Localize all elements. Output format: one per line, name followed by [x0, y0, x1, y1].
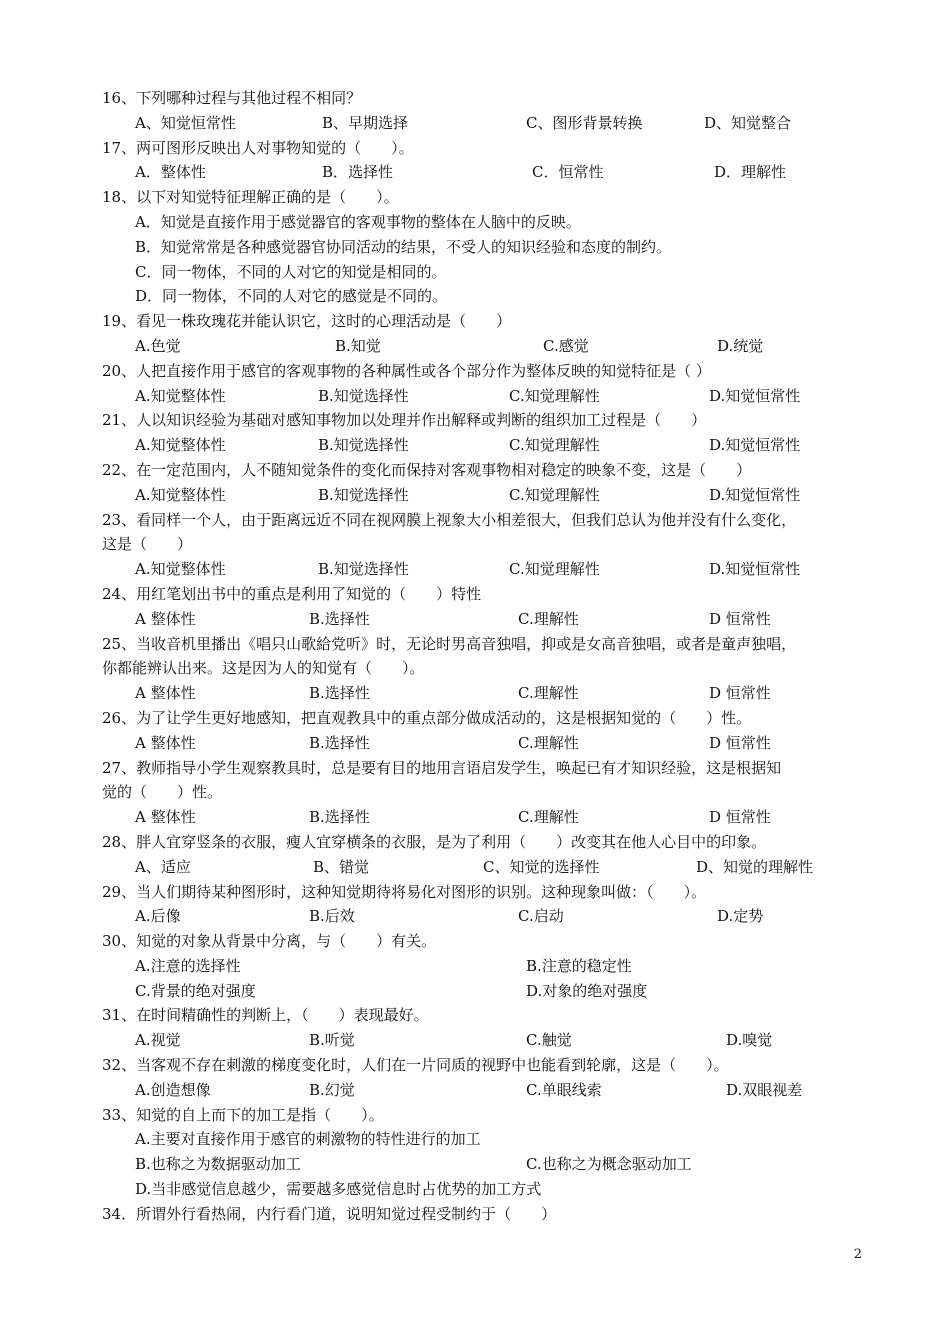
option-a[interactable]: A 整体性: [135, 808, 196, 827]
options-33-row2: [102, 1152, 872, 1177]
option-b[interactable]: B.选择性: [309, 808, 370, 827]
option-c[interactable]: C.知觉理解性: [509, 436, 600, 455]
question-31: 31、在时间精确性的判断上，（ ）表现最好。: [102, 1006, 429, 1025]
option-b[interactable]: B.知觉: [335, 336, 381, 355]
option-d[interactable]: D.双眼视差: [726, 1080, 803, 1099]
question-21: 21、人以知识经验为基础对感知事物加以处理并作出解释或判断的组织加工过程是（ ）: [102, 411, 707, 430]
question-27-continued: 觉的（ ）性。: [102, 783, 223, 802]
question-26: 26、为了让学生更好地感知，把直观教具中的重点部分做成活动的，这是根据知觉的（ ）性。: [102, 708, 752, 727]
question-30: 30、知觉的对象从背景中分离，与（ ）有关。: [102, 932, 437, 951]
option-b[interactable]: B.选择性: [309, 684, 370, 703]
option-a[interactable]: A.知觉整体性: [135, 485, 226, 504]
options-32: [102, 1078, 872, 1103]
question-17: 17、两可图形反映出人对事物知觉的（ ）。: [102, 138, 414, 157]
question-29: 29、当人们期待某种图形时，这种知觉期待将易化对图形的识别。这种现象叫做：（ ）。: [102, 882, 707, 901]
question-32: 32、当客观不存在刺激的梯度变化时，人们在一片同质的视野中也能看到轮廓，这是（ ）。: [102, 1056, 729, 1075]
question-19: 19、看见一株玫瑰花并能认识它，这时的心理活动是（ ）: [102, 312, 512, 331]
option-a[interactable]: A.注意的选择性: [135, 956, 241, 975]
option-b[interactable]: B．选择性: [322, 163, 394, 182]
option-a[interactable]: A．整体性: [135, 163, 206, 182]
question-18: 18、以下对知觉特征理解正确的是（ ）。: [102, 188, 399, 207]
question-25-continued: 你都能辨认出来。这是因为人的知觉有（ ）。: [102, 659, 425, 678]
option-c[interactable]: C.也称之为概念驱动加工: [526, 1155, 692, 1174]
option-a[interactable]: A.知觉整体性: [135, 386, 226, 405]
option-b[interactable]: B.注意的稳定性: [526, 956, 632, 975]
option-c[interactable]: C.理解性: [518, 609, 579, 628]
option-d[interactable]: D．同一物体，不同的人对它的感觉是不同的。: [135, 287, 448, 306]
option-c[interactable]: C.触觉: [526, 1031, 572, 1050]
option-c[interactable]: C.理解性: [518, 684, 579, 703]
option-d[interactable]: D.定势: [717, 907, 764, 926]
options-30-row2: [102, 979, 872, 1004]
option-c[interactable]: C.启动: [518, 907, 564, 926]
question-list: [102, 86, 872, 1227]
options-25: [102, 681, 872, 706]
option-b[interactable]: B.幻觉: [309, 1080, 355, 1099]
option-b[interactable]: B.后效: [309, 907, 355, 926]
option-b[interactable]: B.听觉: [309, 1031, 355, 1050]
option-a[interactable]: A 整体性: [135, 684, 196, 703]
option-b[interactable]: B.知觉选择性: [318, 436, 409, 455]
option-d[interactable]: D、知觉整合: [704, 113, 792, 132]
option-b[interactable]: B、早期选择: [322, 113, 409, 132]
options-19: [102, 334, 872, 359]
option-c[interactable]: C、知觉的选择性: [483, 857, 600, 876]
option-d[interactable]: D.统觉: [717, 336, 764, 355]
option-d[interactable]: D 恒常性: [709, 808, 771, 827]
options-31: [102, 1028, 872, 1053]
question-16: 16、下列哪种过程与其他过程不相同？: [102, 89, 362, 107]
option-a[interactable]: A、知觉恒常性: [135, 113, 236, 132]
options-22: [102, 483, 872, 508]
option-d[interactable]: D 恒常性: [709, 609, 771, 628]
option-d[interactable]: D.知觉恒常性: [709, 386, 801, 405]
question-28: 28、胖人宜穿竖条的衣服，瘦人宜穿横条的衣服，是为了利用（ ）改变其在他人心目中的印象。: [102, 832, 767, 851]
option-d[interactable]: D.知觉恒常性: [709, 560, 801, 579]
option-c[interactable]: C.理解性: [518, 808, 579, 827]
option-d[interactable]: D.知觉恒常性: [709, 485, 801, 504]
question-23-continued: 这是（ ）: [102, 535, 193, 554]
option-a[interactable]: A、适应: [135, 857, 191, 876]
option-b[interactable]: B.知觉选择性: [318, 560, 409, 579]
option-d[interactable]: D．理解性: [714, 163, 787, 182]
option-c[interactable]: C.知觉理解性: [509, 560, 600, 579]
option-d[interactable]: D.嗅觉: [726, 1031, 773, 1050]
option-c[interactable]: C．同一物体，不同的人对它的知觉是相同的。: [135, 262, 447, 281]
question-25: 25、当收音机里播出《唱只山歌給党听》时，无论时男高音独唱，抑或是女高音独唱，或者是童声独唱，: [102, 634, 797, 653]
options-20: [102, 384, 872, 409]
options-27: [102, 805, 872, 830]
question-27: 27、教师指导小学生观察教具时，总是要有目的地用言语启发学生，唤起已有才知识经验，这是根据知: [102, 758, 782, 777]
option-b[interactable]: B．知觉常常是各种感觉器官协同活动的结果，不受人的知识经验和态度的制约。: [135, 237, 672, 256]
question-22: 22、在一定范围内，人不随知觉条件的变化而保持对客观事物相对稳定的映象不变，这是（ ）: [102, 460, 752, 479]
options-26: [102, 731, 872, 756]
option-b[interactable]: B.知觉选择性: [318, 386, 409, 405]
option-a[interactable]: A.色觉: [135, 336, 181, 355]
option-a[interactable]: A 整体性: [135, 733, 196, 752]
options-16: [102, 111, 872, 136]
option-b[interactable]: B.也称之为数据驱动加工: [135, 1155, 301, 1174]
option-d[interactable]: D.知觉恒常性: [709, 436, 801, 455]
option-d[interactable]: D 恒常性: [709, 684, 771, 703]
option-c[interactable]: C.背景的绝对强度: [135, 981, 256, 1000]
option-b[interactable]: B.选择性: [309, 609, 370, 628]
option-a[interactable]: A.视觉: [135, 1031, 181, 1050]
option-a[interactable]: A.主要对直接作用于感官的刺激物的特性进行的加工: [135, 1130, 481, 1149]
option-a[interactable]: A.后像: [135, 907, 181, 926]
options-21: [102, 433, 872, 458]
options-17: [102, 160, 872, 185]
question-34: 34．所谓外行看热闹，内行看门道，说明知觉过程受制约于（ ）: [102, 1204, 557, 1223]
option-a[interactable]: A.知觉整体性: [135, 560, 226, 579]
options-30-row1: [102, 954, 872, 979]
option-c[interactable]: C.知觉理解性: [509, 386, 600, 405]
options-24: [102, 607, 872, 632]
option-c[interactable]: C、图形背景转换: [526, 113, 643, 132]
option-c[interactable]: C.单眼线索: [526, 1080, 602, 1099]
option-c[interactable]: C.感觉: [543, 336, 589, 355]
option-b[interactable]: B、错觉: [313, 857, 370, 876]
option-d[interactable]: D.对象的绝对强度: [526, 981, 648, 1000]
question-23: 23、看同样一个人，由于距离远近不同在视网膜上视象大小相差很大，但我们总认为他并没有什么变化，: [102, 510, 797, 529]
option-c[interactable]: C.知觉理解性: [509, 485, 600, 504]
options-29: [102, 904, 872, 929]
option-a[interactable]: A.创造想像: [135, 1080, 211, 1099]
option-d[interactable]: D、知觉的理解性: [696, 857, 814, 876]
option-b[interactable]: B.选择性: [309, 733, 370, 752]
option-a[interactable]: A.知觉整体性: [135, 436, 226, 455]
option-c[interactable]: C.理解性: [518, 733, 579, 752]
question-33: 33、知觉的自上而下的加工是指（ ）。: [102, 1105, 384, 1124]
question-20: 20、人把直接作用于感官的客观事物的各种属性或各个部分作为整体反映的知觉特征是（ ）: [102, 361, 711, 380]
option-a[interactable]: A 整体性: [135, 609, 196, 628]
option-d[interactable]: D.当非感觉信息越少，需要越多感觉信息时占优势的加工方式: [135, 1180, 542, 1199]
option-b[interactable]: B.知觉选择性: [318, 485, 409, 504]
options-23: [102, 557, 872, 582]
question-24: 24、用红笔划出书中的重点是利用了知觉的（ ）特性: [102, 584, 482, 603]
options-28: [102, 855, 872, 880]
option-a[interactable]: A．知觉是直接作用于感觉器官的客观事物的整体在人脑中的反映。: [135, 212, 581, 231]
option-c[interactable]: C．恒常性: [532, 163, 604, 182]
option-d[interactable]: D 恒常性: [709, 733, 771, 752]
page-number: 2: [853, 1247, 862, 1262]
